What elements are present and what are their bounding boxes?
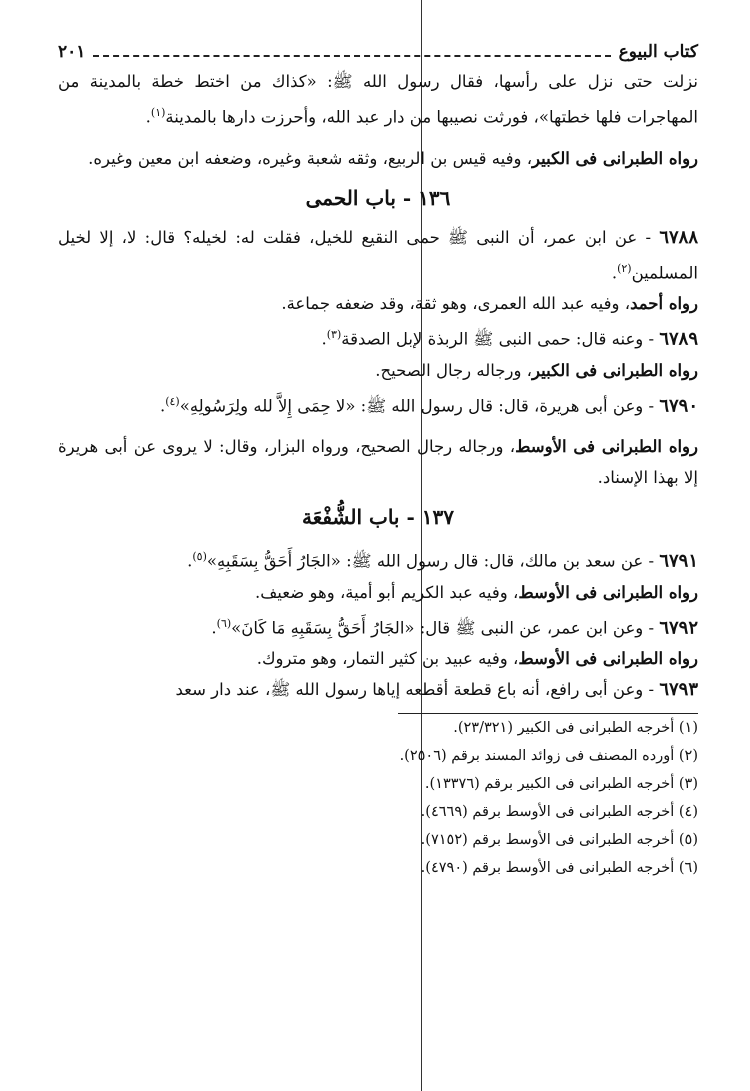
section-heading: ١٣٦ - باب الحمى [305, 185, 451, 210]
page-number: ٢٠١ [58, 42, 86, 62]
chapter-title: كتاب البيوع [618, 42, 698, 62]
source-note: رواه الطبرانى فى الأوسط، وفيه عبيد بن كثير التمار، وهو متروك. [256, 649, 698, 668]
running-header [58, 38, 698, 66]
paragraph-continuation: نزلت حتى نزل على رأسها، فقال رسول الله ﷺ: «كذاك من اختط خطة بالمدينة من المهاجرات فلها خطتها»، فورثت نصيبها من دار عبد الله، وأحرزت دارها بالمدينة$^{(١)}$. [58, 72, 698, 127]
source-note: رواه أحمد، وفيه عبد الله العمرى، وهو ثقة، وقد ضعفه جماعة. [281, 294, 698, 313]
source-note: رواه الطبرانى فى الكبير، ورجاله رجال الصحيح. [375, 360, 698, 380]
footnote: (٤) أخرجه الطبرانى فى الأوسط برقم (٤٦٦٩). [420, 804, 698, 820]
footnote-ref: (٢) [617, 261, 632, 275]
header-rule [93, 55, 610, 57]
footnote: (٣) أخرجه الطبرانى فى الكبير برقم (١٣٣٧٦). [424, 776, 698, 792]
hadith-entry: ٦٧٩٣ - وعن أبى رافع، أنه باع قطعة أقطعه إياها رسول الله ﷺ، عند دار سعد [175, 679, 698, 700]
hadith-entry: ٦٧٩١ - عن سعد بن مالك، قال: قال رسول الله ﷺ: «الجَارُ أَحَقُّ بِسَقَبِهِ»$^{(٥)}$. [187, 550, 698, 572]
footnote: (٥) أخرجه الطبرانى فى الأوسط برقم (٧١٥٢). [420, 832, 698, 848]
hadith-entry: ٦٧٨٩ - وعنه قال: حمى النبى ﷺ الربذة لإبل الصدقة$^{(٣)}$. [321, 328, 698, 350]
source-note: رواه الطبرانى فى الأوسط، ورجاله رجال الصحيح، ورواه البزار، وقال: لا يروى عن أبى هريرة إلا بهذا الإسناد. [58, 437, 698, 487]
footnote: (٢) أورده المصنف فى زوائد المسند برقم (٢٥٠٦). [399, 748, 698, 764]
footnote-ref: (٤) [165, 394, 180, 408]
footnote-ref: (٣) [326, 328, 342, 341]
hadith-entry: ٦٧٩٢ - وعن ابن عمر، عن النبى ﷺ قال: «الجَارُ أَحَقُّ بِسَقَبِهِ مَا كَانَ»$^{(٦)}$. [211, 616, 698, 638]
footnote: (٦) أخرجه الطبرانى فى الأوسط برقم (٤٧٩٠). [420, 860, 698, 876]
footnote-ref: (٥) [192, 550, 207, 563]
source-note: رواه الطبرانى فى الكبير، وفيه قيس بن الربيع، وثقه شعبة وغيره، وضعفه ابن معين وغيره. [88, 148, 698, 168]
section-heading: ١٣٧ - باب الشُّفْعَة [302, 505, 454, 529]
hadith-entry: ٦٧٩٠ - وعن أبى هريرة، قال: قال رسول الله ﷺ: «لا حِمَى إِلاَّ لله ولِرَسُولِهِ»$^{(٤)}$. [159, 394, 698, 416]
footnote-ref: (١) [150, 106, 166, 119]
footnote-ref: (٦) [216, 616, 232, 630]
footnotes [58, 714, 698, 882]
document-page [58, 38, 698, 882]
footnote: (١) أخرجه الطبرانى فى الكبير (٢٣/٣٢١). [453, 720, 698, 736]
hadith-entry: ٦٧٨٨ - عن ابن عمر، أن النبى ﷺ حمى النقيع للخيل، فقلت له: لخيله؟ قال: لا، إلا لخيل المسلمين$^{(٢)}$. [58, 226, 698, 282]
source-note: رواه الطبرانى فى الأوسط، وفيه عبد الكريم أبو أمية، وهو ضعيف. [254, 582, 698, 602]
